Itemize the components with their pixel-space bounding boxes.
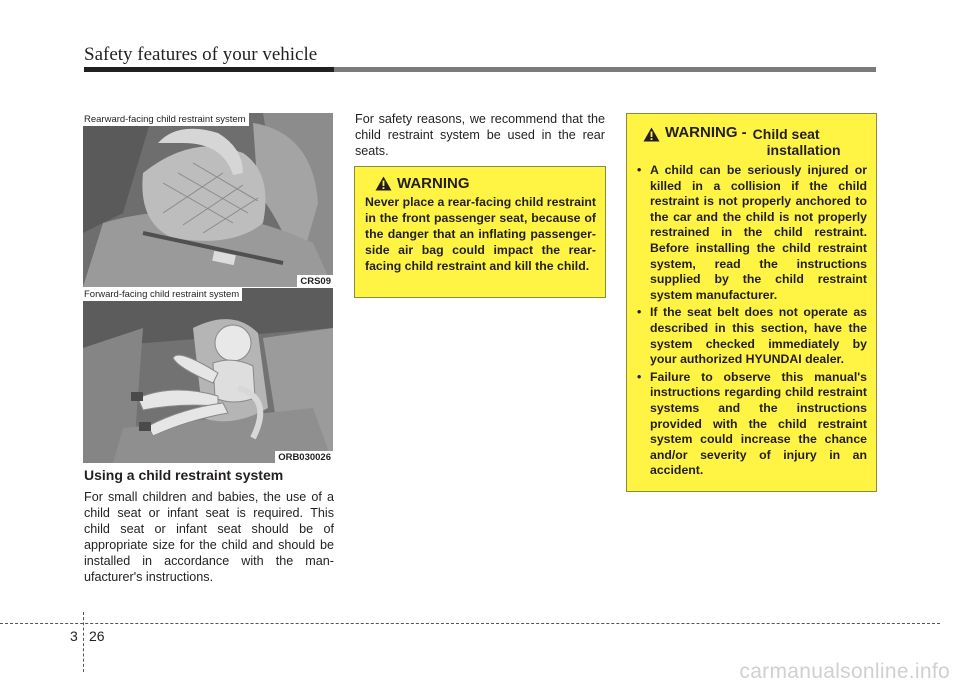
- warning-subtitle: [753, 126, 841, 158]
- warning-triangle-icon: [643, 127, 660, 142]
- intro-paragraph: For safety reasons, we recommend that the child restraint system be used in the rear seats.: [355, 112, 605, 159]
- bullet: •: [637, 305, 642, 320]
- warning-title: WARNING: [397, 175, 470, 192]
- warning-box-front-seat: [354, 166, 606, 298]
- page-number: 26: [89, 628, 105, 644]
- figure-code: CRS09: [297, 275, 333, 287]
- list-item-text: Failure to observe this manual's instructions regarding child restraint systems and the instructions provided with the child restraint system could increase the chance and/or severity of injury in an accident.: [650, 369, 867, 478]
- list-item: [635, 305, 867, 367]
- figure-caption: Rearward-facing child restraint system: [83, 113, 249, 126]
- header-title: Safety features of your vehicle: [84, 44, 318, 65]
- list-item: [635, 370, 867, 479]
- warning-list: [635, 163, 867, 479]
- warning-body: Never place a rear-facing child restraint in the front passenger seat, because of the danger that an inflating passenger-side air bag could impact the rear-facing child restraint and kill the child.: [365, 195, 597, 274]
- warning-title: WARNING -: [665, 124, 747, 141]
- figure-rear-facing: [83, 113, 333, 287]
- header-rule-accent: [84, 67, 334, 72]
- footer-rule: [0, 623, 940, 624]
- forward-facing-illustration: [83, 288, 333, 463]
- footer-divider: [83, 612, 84, 672]
- rear-facing-illustration: [83, 113, 333, 287]
- warning-header: [643, 124, 867, 158]
- warning-box-installation: [626, 113, 877, 492]
- warning-triangle-icon: [375, 176, 392, 191]
- bullet: •: [637, 163, 642, 177]
- warning-header: [375, 175, 596, 192]
- bullet: •: [637, 369, 642, 384]
- list-item-text: If the seat belt does not operate as described in this section, have the system checked immediately by your authorized HYUNDAI dealer.: [650, 305, 867, 367]
- page-chapter: 3: [70, 628, 78, 644]
- figure-code: ORB030026: [275, 451, 333, 463]
- warning-subtitle-line: Child seat: [752, 126, 820, 142]
- warning-subtitle-line: installation: [766, 142, 841, 158]
- figure-forward-facing: [83, 288, 333, 463]
- watermark-link[interactable]: carmanualsonline.info: [739, 660, 950, 683]
- section-title: Using a child restraint system: [84, 467, 284, 483]
- section-body: For small children and babies, the use of a child seat or infant seat is required. This child seat or infant seat should be of appropriate size for the child and should be installed in accordance with the man-ufacturer's instructions.: [84, 490, 334, 585]
- list-item: [635, 163, 867, 303]
- figure-caption: Forward-facing child restraint system: [83, 288, 242, 301]
- list-item-text: A child can be seriously injured or killed in a collision if the child restraint is not properly anchored to the car and the child is not properly restrained in the child restraint. Before installing the child restraint system, read the instructions supplied by the child restraint system manufacturer.: [650, 163, 867, 302]
